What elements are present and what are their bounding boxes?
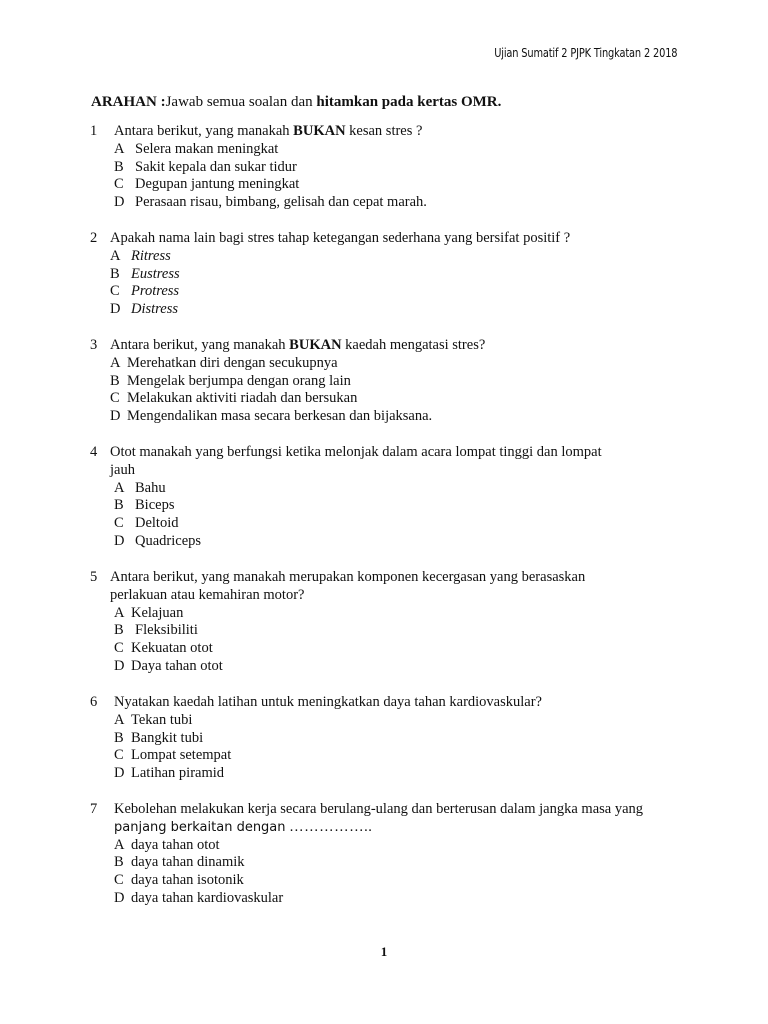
option-letter: A bbox=[110, 247, 121, 264]
option-letter: C bbox=[114, 872, 124, 889]
option-letter: D bbox=[114, 765, 125, 782]
instructions-emphasis: hitamkan pada kertas OMR. bbox=[316, 94, 502, 110]
option-text: Deltoid bbox=[135, 515, 179, 532]
page-number: 1 bbox=[380, 944, 388, 959]
option-b[interactable] bbox=[114, 622, 690, 640]
option-text: Mengendalikan masa secara berkesan dan bijaksana. bbox=[127, 408, 433, 425]
instructions-label: ARAHAN : bbox=[91, 94, 166, 110]
option-text: Eustress bbox=[131, 265, 180, 282]
question-text bbox=[110, 337, 690, 355]
question-3 bbox=[90, 337, 690, 426]
option-text: Perasaan risau, bimbang, gelisah dan cepat marah. bbox=[135, 194, 427, 211]
option-d[interactable] bbox=[114, 533, 690, 551]
option-text: daya tahan isotonik bbox=[131, 872, 244, 889]
question-stem bbox=[90, 123, 690, 141]
question-text: Nyatakan kaedah latihan untuk meningkatkan daya tahan kardiovaskular? bbox=[114, 694, 542, 710]
question-text-line2: panjang berkaitan dengan bbox=[114, 819, 286, 835]
option-c[interactable] bbox=[110, 390, 690, 408]
option-text: Distress bbox=[131, 301, 178, 318]
option-text: daya tahan dinamik bbox=[131, 854, 245, 871]
option-letter: C bbox=[110, 283, 120, 300]
option-b[interactable] bbox=[110, 266, 690, 284]
question-text bbox=[114, 123, 690, 141]
option-letter: D bbox=[114, 657, 125, 674]
option-c[interactable] bbox=[114, 515, 690, 533]
option-text: Mengelak berjumpa dengan orang lain bbox=[127, 372, 351, 389]
option-a[interactable] bbox=[114, 605, 690, 623]
question-text bbox=[110, 569, 690, 605]
question-text-line1: Otot manakah yang berfungsi ketika melonjak dalam acara lompat tinggi dan lompat bbox=[110, 444, 602, 460]
option-letter: B bbox=[114, 158, 124, 175]
option-b[interactable] bbox=[114, 730, 690, 748]
instructions-text: Jawab semua soalan dan bbox=[165, 94, 317, 110]
question-text-line1: Antara berikut, yang manakah merupakan komponen kecergasan yang berasaskan bbox=[110, 569, 586, 585]
option-b[interactable] bbox=[114, 854, 690, 872]
option-letter: D bbox=[114, 532, 125, 549]
option-letter: C bbox=[114, 176, 124, 193]
question-stem bbox=[90, 801, 690, 837]
option-b[interactable] bbox=[114, 497, 690, 515]
option-b[interactable] bbox=[114, 159, 690, 177]
question-number: 5 bbox=[90, 569, 98, 585]
option-a[interactable] bbox=[114, 837, 690, 855]
option-text: Fleksibiliti bbox=[135, 622, 198, 639]
question-text: Apakah nama lain bagi stres tahap ketegangan sederhana yang bersifat positif ? bbox=[110, 230, 571, 246]
question-text-post: kesan stres ? bbox=[345, 123, 423, 139]
option-c[interactable] bbox=[110, 283, 690, 301]
question-stem bbox=[90, 337, 690, 355]
question-text-line1: Kebolehan melakukan kerja secara berulang-ulang dan berterusan dalam jangka masa yang bbox=[114, 801, 644, 817]
option-text: Daya tahan otot bbox=[131, 657, 223, 674]
option-c[interactable] bbox=[114, 640, 690, 658]
question-number: 3 bbox=[90, 337, 98, 353]
option-letter: C bbox=[114, 747, 124, 764]
option-text: Bangkit tubi bbox=[131, 729, 204, 746]
option-letter: B bbox=[114, 729, 124, 746]
option-d[interactable] bbox=[110, 301, 690, 319]
options-list bbox=[110, 355, 690, 426]
option-a[interactable] bbox=[114, 141, 690, 159]
question-2 bbox=[90, 230, 690, 319]
question-text-line2: jauh bbox=[110, 461, 135, 478]
option-letter: A bbox=[114, 604, 125, 621]
option-text: Melakukan aktiviti riadah dan bersukan bbox=[127, 390, 358, 407]
option-text: Kelajuan bbox=[131, 604, 184, 621]
question-text bbox=[114, 801, 690, 837]
option-letter: C bbox=[114, 515, 124, 532]
options-list bbox=[114, 480, 690, 551]
option-c[interactable] bbox=[114, 747, 690, 765]
question-text-post: kaedah mengatasi stres? bbox=[341, 337, 486, 353]
options-list bbox=[114, 712, 690, 783]
option-c[interactable] bbox=[114, 176, 690, 194]
option-letter: B bbox=[114, 854, 124, 871]
option-text: Tekan tubi bbox=[131, 711, 193, 728]
question-text-bold: BUKAN bbox=[289, 337, 342, 353]
option-letter: B bbox=[110, 372, 120, 389]
question-stem bbox=[90, 569, 690, 605]
option-text: Latihan piramid bbox=[131, 765, 225, 782]
option-c[interactable] bbox=[114, 872, 690, 890]
answer-blank: …………….. bbox=[289, 818, 373, 835]
option-letter: A bbox=[114, 836, 125, 853]
option-d[interactable] bbox=[114, 765, 690, 783]
option-a[interactable] bbox=[110, 355, 690, 373]
question-text-line2: perlakuan atau kemahiran motor? bbox=[110, 586, 305, 603]
option-d[interactable] bbox=[114, 194, 690, 212]
option-letter: D bbox=[114, 889, 125, 906]
question-number: 7 bbox=[90, 801, 98, 817]
page-header: Ujian Sumatif 2 PJPK Tingkatan 2 2018 bbox=[493, 46, 677, 60]
option-d[interactable] bbox=[114, 890, 690, 908]
question-5 bbox=[90, 569, 690, 676]
option-letter: D bbox=[110, 408, 121, 425]
question-1 bbox=[90, 123, 690, 212]
option-d[interactable] bbox=[114, 658, 690, 676]
question-7 bbox=[90, 801, 690, 908]
option-text: Biceps bbox=[135, 497, 175, 514]
question-text-bold: BUKAN bbox=[293, 123, 346, 139]
option-text: Quadriceps bbox=[135, 532, 202, 549]
instructions bbox=[91, 93, 501, 111]
question-text-pre: Antara berikut, yang manakah bbox=[110, 337, 290, 353]
question-text-pre: Antara berikut, yang manakah bbox=[114, 123, 294, 139]
option-text: Bahu bbox=[135, 479, 166, 496]
option-letter: A bbox=[110, 354, 121, 371]
question-stem bbox=[90, 694, 690, 712]
question-number: 6 bbox=[90, 694, 98, 710]
option-text: Selera makan meningkat bbox=[135, 140, 279, 157]
question-number: 2 bbox=[90, 230, 98, 246]
option-letter: B bbox=[110, 265, 120, 282]
option-text: Protress bbox=[131, 283, 180, 300]
option-text: Merehatkan diri dengan secukupnya bbox=[127, 354, 338, 371]
question-number: 4 bbox=[90, 444, 98, 460]
options-list bbox=[114, 837, 690, 908]
option-text: Degupan jantung meningkat bbox=[135, 176, 300, 193]
option-a[interactable] bbox=[110, 248, 690, 266]
option-a[interactable] bbox=[114, 712, 690, 730]
option-letter: C bbox=[114, 640, 124, 657]
option-text: Kekuatan otot bbox=[131, 640, 213, 657]
option-letter: A bbox=[114, 711, 125, 728]
question-4 bbox=[90, 444, 690, 551]
option-d[interactable] bbox=[110, 408, 690, 426]
option-letter: D bbox=[114, 194, 125, 211]
question-number: 1 bbox=[90, 123, 98, 139]
options-list bbox=[114, 141, 690, 212]
option-letter: D bbox=[110, 301, 121, 318]
option-a[interactable] bbox=[114, 480, 690, 498]
option-text: Lompat setempat bbox=[131, 747, 232, 764]
question-stem bbox=[90, 444, 690, 480]
option-letter: A bbox=[114, 479, 125, 496]
options-list bbox=[110, 248, 690, 319]
option-text: Ritress bbox=[131, 247, 171, 264]
question-text bbox=[110, 444, 690, 480]
option-letter: C bbox=[110, 390, 120, 407]
option-letter: B bbox=[114, 622, 124, 639]
question-stem bbox=[90, 230, 690, 248]
option-letter: A bbox=[114, 140, 125, 157]
option-text: daya tahan kardiovaskular bbox=[131, 889, 284, 906]
options-list bbox=[114, 605, 690, 676]
option-text: daya tahan otot bbox=[131, 836, 220, 853]
option-text: Sakit kepala dan sukar tidur bbox=[135, 158, 297, 175]
option-b[interactable] bbox=[110, 373, 690, 391]
option-letter: B bbox=[114, 497, 124, 514]
question-6 bbox=[90, 694, 690, 783]
